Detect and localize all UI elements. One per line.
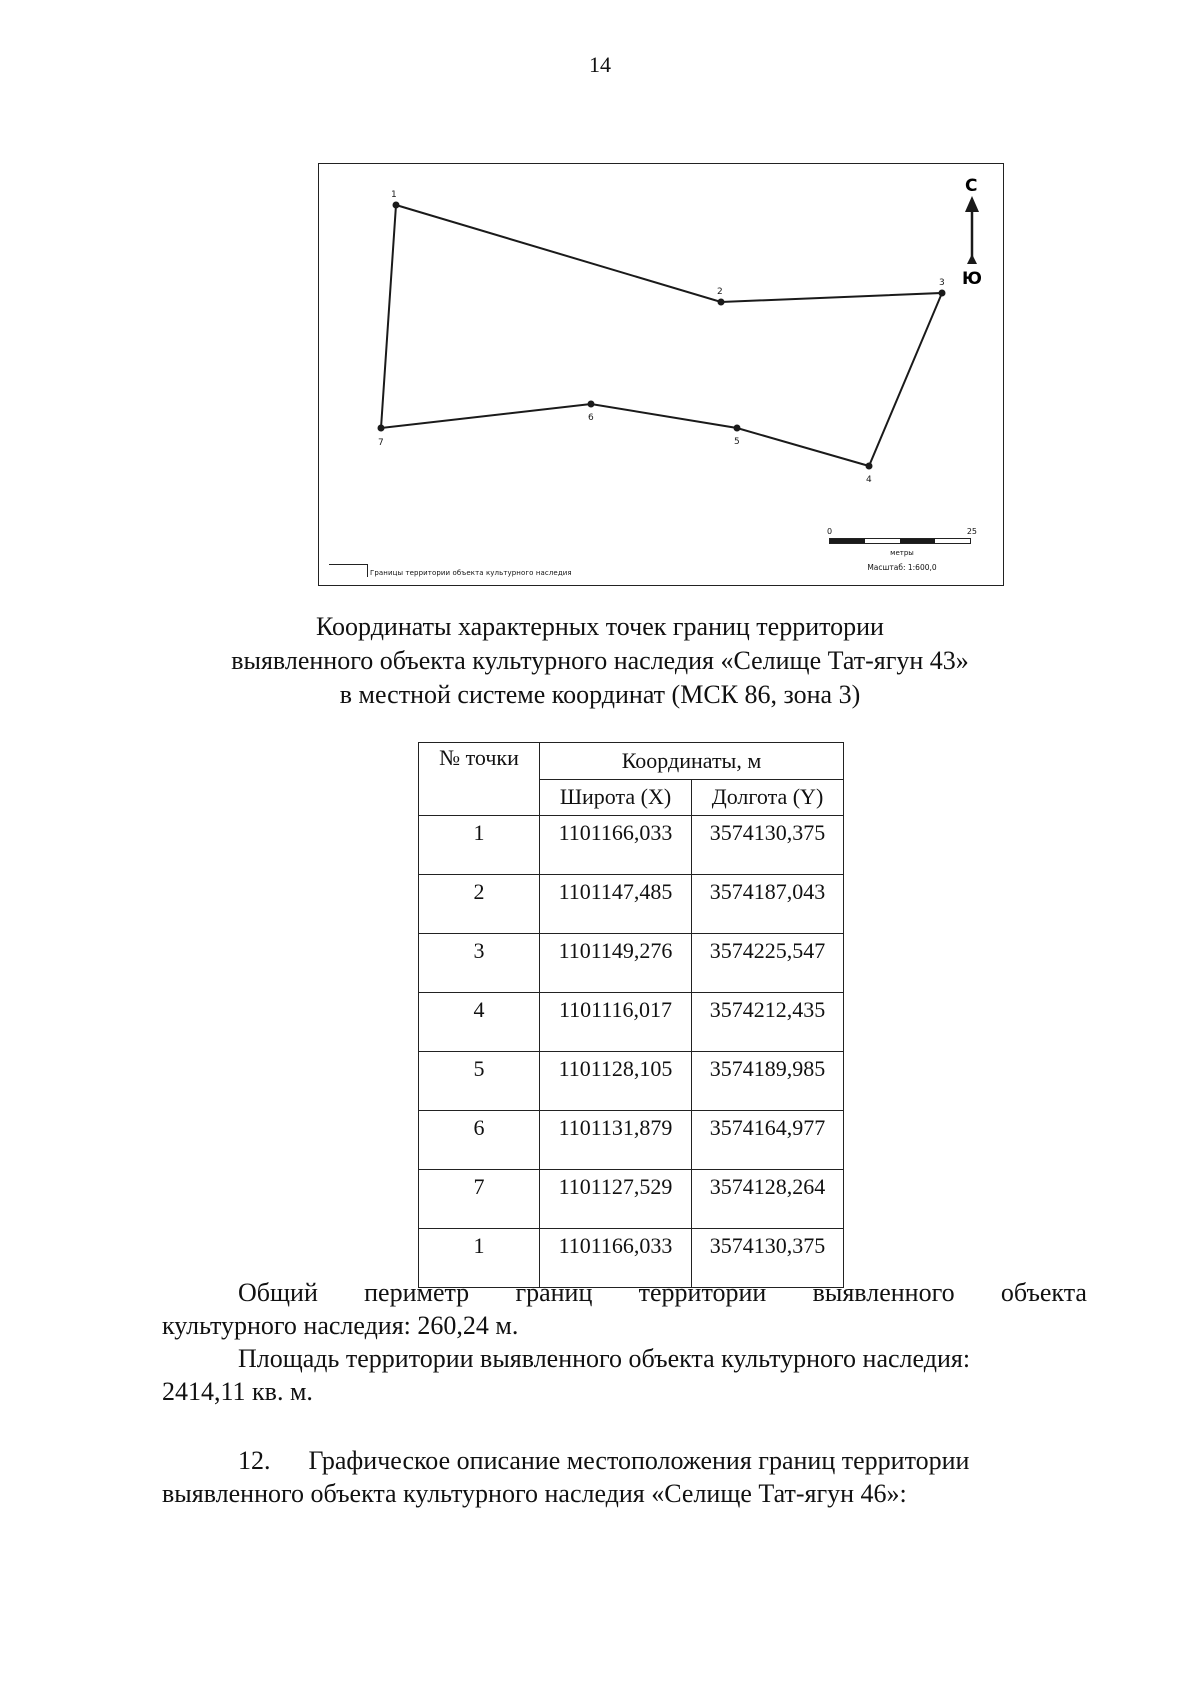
vertex-4	[866, 463, 873, 470]
boundary-polygon	[381, 205, 942, 466]
latitude-x: 1101166,033	[540, 1229, 692, 1288]
item-12-line-1	[162, 1444, 1087, 1477]
vertex-label-7: 7	[378, 438, 384, 448]
latitude-x: 1101116,017	[540, 993, 692, 1052]
longitude-y: 3574130,375	[692, 1229, 844, 1288]
area-line-2: 2414,11 кв. м.	[162, 1377, 313, 1406]
latitude-x: 1101166,033	[540, 816, 692, 875]
area-paragraph	[162, 1342, 1087, 1408]
perimeter-line-1	[162, 1276, 1087, 1309]
perimeter-word: объекта	[1000, 1278, 1087, 1307]
coordinates-title-line-1: Координаты характерных точек границ территории	[316, 612, 884, 641]
vertex-7	[378, 425, 385, 432]
legend-label: Границы территории объекта культурного наследия	[370, 569, 572, 577]
scale-end-label: 25	[966, 527, 977, 536]
scale-bar-block	[827, 527, 977, 581]
latitude-x: 1101149,276	[540, 934, 692, 993]
boundary-vertices	[378, 202, 946, 470]
boundary-line-icon	[329, 564, 368, 577]
longitude-y: 3574212,435	[692, 993, 844, 1052]
item-12-paragraph	[162, 1444, 1087, 1510]
map-legend	[329, 561, 572, 577]
table-row	[419, 934, 844, 993]
table-row	[419, 1111, 844, 1170]
vertex-3	[939, 290, 946, 297]
header-coordinates: Координаты, м	[540, 743, 844, 780]
coordinates-table	[418, 742, 844, 1288]
point-number: 4	[419, 993, 540, 1052]
table-row	[419, 875, 844, 934]
perimeter-word: Общий	[238, 1278, 318, 1307]
table-row	[419, 1170, 844, 1229]
longitude-y: 3574187,043	[692, 875, 844, 934]
point-number: 6	[419, 1111, 540, 1170]
vertex-2	[718, 299, 725, 306]
point-number: 3	[419, 934, 540, 993]
longitude-y: 3574164,977	[692, 1111, 844, 1170]
latitude-x: 1101131,879	[540, 1111, 692, 1170]
boundary-map-drawing	[319, 164, 1005, 587]
vertex-1	[393, 202, 400, 209]
vertex-label-2: 2	[717, 287, 723, 297]
coordinates-title-line-3: в местной системе координат (МСК 86, зона 3)	[339, 680, 861, 709]
header-longitude-y: Долгота (Y)	[692, 779, 844, 816]
latitude-x: 1101127,529	[540, 1170, 692, 1229]
vertex-6	[588, 401, 595, 408]
page-number: 14	[589, 52, 611, 77]
point-number: 1	[419, 816, 540, 875]
point-number: 1	[419, 1229, 540, 1288]
compass-south-label: Ю	[962, 269, 982, 289]
table-row	[419, 816, 844, 875]
perimeter-word: периметр	[364, 1278, 470, 1307]
north-arrow-icon	[962, 176, 982, 289]
scale-ratio-label: Масштаб: 1:600,0	[867, 563, 937, 572]
table-row	[419, 1052, 844, 1111]
compass-north-label: С	[965, 176, 978, 196]
scale-bar	[829, 538, 971, 544]
perimeter-word: границ	[515, 1278, 593, 1307]
scale-unit-label: метры	[890, 549, 914, 557]
item-number: 12.	[238, 1446, 271, 1475]
longitude-y: 3574225,547	[692, 934, 844, 993]
vertex-label-3: 3	[939, 278, 945, 288]
longitude-y: 3574189,985	[692, 1052, 844, 1111]
item-12-heading: Графическое описание местоположения границ территории	[308, 1446, 970, 1475]
header-point-number: № точки	[419, 743, 540, 816]
longitude-y: 3574128,264	[692, 1170, 844, 1229]
vertex-label-1: 1	[391, 190, 397, 200]
vertex-5	[734, 425, 741, 432]
perimeter-word: выявленного	[812, 1278, 955, 1307]
latitude-x: 1101128,105	[540, 1052, 692, 1111]
coordinates-title	[0, 610, 1200, 712]
scale-start-label: 0	[827, 527, 833, 536]
header-latitude-x: Широта (X)	[540, 779, 692, 816]
perimeter-line-2: культурного наследия: 260,24 м.	[162, 1311, 519, 1340]
vertex-label-5: 5	[734, 437, 740, 447]
point-number: 2	[419, 875, 540, 934]
item-12-line-2: выявленного объекта культурного наследия «Селище Тат-ягун 46»:	[162, 1479, 907, 1508]
table-row	[419, 993, 844, 1052]
longitude-y: 3574130,375	[692, 816, 844, 875]
perimeter-paragraph	[162, 1276, 1087, 1342]
vertex-label-6: 6	[588, 413, 594, 423]
coordinates-title-line-2: выявленного объекта культурного наследия «Селище Тат-ягун 43»	[231, 646, 969, 675]
boundary-map	[318, 163, 1004, 586]
vertex-label-4: 4	[866, 475, 872, 485]
point-number: 5	[419, 1052, 540, 1111]
point-number: 7	[419, 1170, 540, 1229]
perimeter-word: территории	[638, 1278, 767, 1307]
area-line-1: Площадь территории выявленного объекта культурного наследия:	[238, 1344, 971, 1373]
latitude-x: 1101147,485	[540, 875, 692, 934]
